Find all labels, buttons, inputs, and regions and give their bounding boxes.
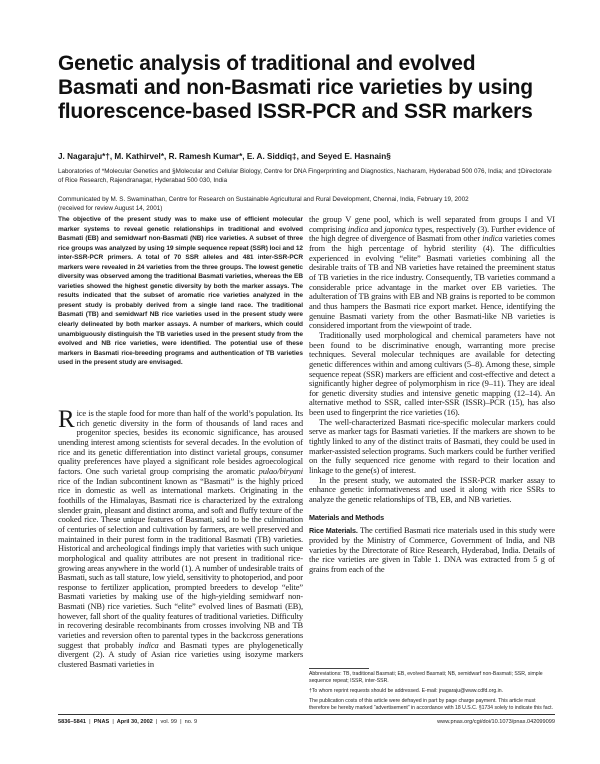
page-footer <box>58 718 555 726</box>
section-heading-methods: Materials and Methods <box>309 512 384 522</box>
paragraph-markers: The well-characterized Basmati rice-specific molecular markers could serve as marker tags for Basmati varieties. If the markers are shown to be tightly linked to any of the distinct traits of Basmati, they could be used in marker-assisted selection programs. Such markers could be further verified on the fully sequenced rice genome with regard to their location and linkage to the gene(s) of interest. <box>309 416 555 476</box>
article-title: Genetic analysis of traditional and evolved Basmati and non-Basmati rice varieties by using fluorescence-based ISSR-PCR and SSR markers <box>58 52 533 123</box>
footnotes <box>309 671 555 715</box>
footer-journal: PNAS <box>93 719 110 725</box>
right-column <box>309 215 555 575</box>
paragraph-present-study: In the present study, we automated the ISSR-PCR marker assay to enhance genetic informativeness and used it along with rice SSRs to analyze the genetic relationships of TB, EB, and NB varieties. <box>309 474 555 505</box>
footer-citation: 5836–5841 | PNAS | April 30, 2002 | vol. 99 | no. 9 <box>58 719 198 725</box>
intro-column <box>58 406 303 670</box>
subheading-rice-materials: Rice Materials. <box>309 526 358 536</box>
paragraph-continuation: the group V gene pool, which is well separated from groups I and VI comprising indica and japonica types, respectively (3). Further evidence of the high degree of divergence of Basmati from other indica varieties comes from the high percentage of hybrid sterility (4). The difficulties experienced in evolving “elite” Basmati varieties combining all the desirable traits of TB and NB varieties have retained the preeminent status of TB varieties in the rice industry. Consequently, TB varieties command a considerable price advantage in the market over EB varieties. The adulteration of TB grains with EB and NB grains is reported to be common and thus hampers the Basmati rice export market. Hence, identifying the genuine Basmati variety from the other Basmati-like NB varieties is considered important from the viewpoint of trade. <box>309 214 555 331</box>
intro-text-2: rice of the Indian subcontinent known as “Basmati” is the highly priced rice in domestic as well as international markets. Originating in the foothills of the Himalayas, Basmati rice is characterized by the extralong slender grain, pleasant and distinct aroma, and soft and fluffy texture of the cooked rice. These unique features of Basmati, said to be the culmination of centuries of selection and cultivation by farmers, are well preserved and maintained in their purest form in the traditional Basmati (TB) varieties. Historical and archeological findings imply that varieties with such unique morphological and quality attributes are not present in traditional rice-growing areas anywhere in the world (1). A number of undesirable traits of Basmati, such as tall stature, low yield, sensitivity to photoperiod, and poor response to fertilizer application, prompted breeders to develop “elite” Basmati varieties by making use of the high-yielding semidwarf non-Basmati (NB) rice varieties. Such “elite” evolved lines of Basmati (EB), however, fall short of the quality features of traditional varieties. Difficulty in recovering desirable recombinants from crosses involving NB and TB varieties and reversion often to parental types in the backcross generations suggest that probably <box>58 475 303 650</box>
footer-pages: 5836–5841 <box>58 719 86 725</box>
footnote-reprints: †To whom reprint requests should be addressed. E-mail: jnagaraju@www.cdfd.org.in. <box>309 687 504 694</box>
footer-date: April 30, 2002 <box>116 719 153 725</box>
intro-italic-pulao: pulao/biryani <box>258 465 303 476</box>
intro-text-3: and Basmati types are phylogenetically divergent (2). A study of Asian rice varieties using isozyme markers clustered Basmati varieties in <box>58 639 303 670</box>
received-for-review: (received for review August 14, 2001) <box>58 204 163 212</box>
paragraph-rice-materials: Rice Materials. The certified Basmati rice materials used in this study were provided by the Ministry of Commerce, Government of India, and NB varieties by the Directorate of Rice Research, Hyderabad, India. Details of the rice varieties are given in Table 1. DNA was extracted from 5 g of grains from each of the <box>309 525 555 574</box>
footnote-divider <box>309 668 369 669</box>
paragraph-techniques: Traditionally used morphological and chemical parameters have not been found to be discriminative enough, warranting more precise techniques. Several molecular techniques are available for detecting genetic differences within and among cultivars (5–8). Among these, simple sequence repeat (SSR) markers are efficient and cost-effective and detect a significantly higher degree of polymorphism in rice (9–11). They are ideal for genetic diversity studies and intensive genetic mapping (12–14). An alternative method to SSR, called inter-SSR (ISSR)–PCR (15), has also been used to fingerprint the rice varieties (16). <box>309 329 555 418</box>
footer-divider <box>58 714 555 715</box>
communicated-by: Communicated by M. S. Swaminathan, Centre for Research on Sustainable Agricultural and Rural Development, Chennai, India, February 19, 2002 <box>58 196 469 203</box>
footer-doi-link[interactable]: www.pnas.org/cgi/doi/10.1073/pnas.042099099 <box>437 719 555 725</box>
drop-cap: R <box>58 406 75 433</box>
author-list: J. Nagaraju*†, M. Kathirvel*, R. Ramesh Kumar*, E. A. Siddiq‡, and Seyed E. Hasnain§ <box>58 152 391 161</box>
abstract: The objective of the present study was to make use of efficient molecular marker systems to reveal genetic relationships in traditional and evolved Basmati (EB) and semidwarf non-Basmati (NB) rice varieties. A subset of three rice groups was analyzed by using 19 simple sequence repeat (SSR) loci and 12 inter-SSR-PCR primers. A total of 70 SSR alleles and 481 inter-SSR-PCR markers were revealed in 24 varieties from the three groups. The lowest genetic diversity was observed among the traditional Basmati varieties, whereas the EB varieties showed the highest genetic diversity by both the marker assays. The results indicated that the subset of aromatic rice varieties analyzed in the present study is probably derived from a single land race. The traditional Basmati (TB) and semidwarf NB rice varieties used in the present study were clearly delineated by both marker assays. A number of markers, which could unambiguously distinguish the TB varieties used in the present study from the evolved and NB rice varieties, were identified. The potential use of these markers in Basmati rice-breeding programs and authentication of TB varieties used in the present study are envisaged. <box>58 216 303 367</box>
footnote-charges: The publication costs of this article were defrayed in part by page charge payment. This article must therefore be hereby marked “advertisement” in accordance with 18 U.S.C. §1734 solely to indicate this fact. <box>309 697 554 711</box>
footnote-abbreviations: Abbreviations: TB, traditional Basmati; EB, evolved Basmati; NB, semidwarf non-Basmati; SSR, simple sequence repeat; ISSR, inter-SSR. <box>309 671 543 685</box>
footer-number: no. 9 <box>184 719 198 725</box>
footer-volume: vol. 99 <box>160 719 177 725</box>
intro-italic-indica: indica <box>138 639 159 650</box>
communication-note <box>58 196 558 213</box>
intro-text-1: ice is the staple food for more than half of the world’s population. Its rich genetic diversity in the form of thousands of land races and progenitor species, besides its economic significance, has aroused unending interest among scientists for several decades. In the evolution of rice and its genetic differentiation into distinct varietal groups, consumer quality preferences have played a significant role besides agroecological factors. One such varietal group comprising the aromatic <box>58 408 303 476</box>
affiliations: Laboratories of *Molecular Genetics and §Molecular and Cellular Biology, Centre for DNA Fingerprinting and Diagnostics, Nacharam, Hyderabad 500 076, India; and ‡Directorate of Rice Research, Rajendranagar, Hyderabad 500 030, India <box>58 168 552 184</box>
